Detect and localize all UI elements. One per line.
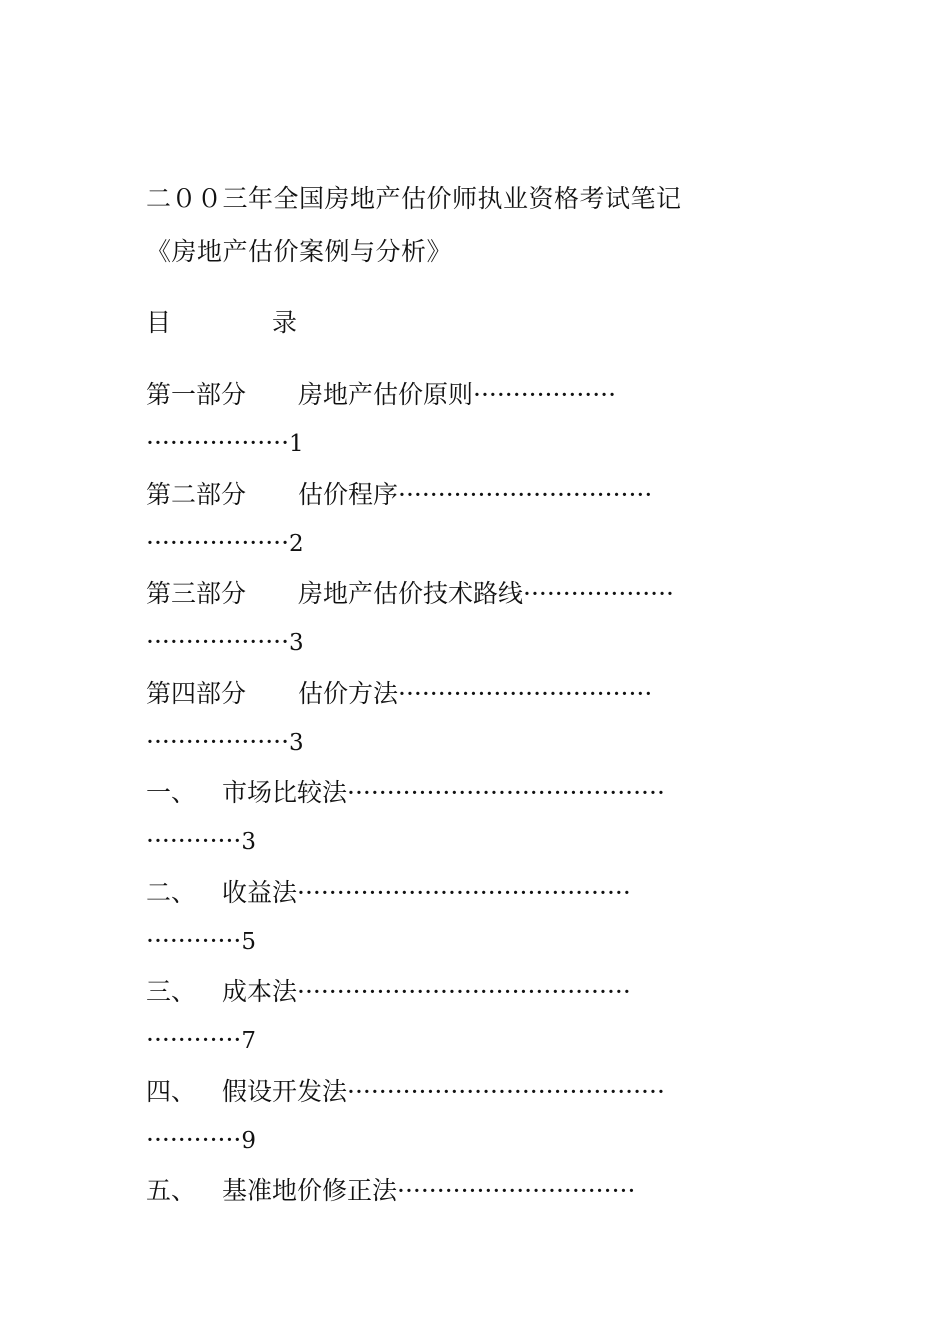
toc-entry-title: 估价程序 [298, 479, 399, 509]
toc-entry-title: 市场比较法 [222, 778, 348, 807]
document-subtitle: 《房地产估价案例与分析》 [146, 237, 453, 266]
toc-entry-leader-continued: ············ [146, 925, 242, 955]
toc-entry-leader-continued: ·················· [146, 428, 290, 457]
toc-entry-leader: ··················· [523, 579, 675, 608]
toc-entry-leader-continued: ············ [146, 1124, 242, 1154]
toc-entry[interactable] [146, 1174, 782, 1274]
toc-entry-page: 3 [241, 829, 257, 855]
toc-entry[interactable] [146, 378, 782, 478]
toc-entry-leader: ································ [398, 479, 653, 509]
toc-entry-page: 3 [289, 630, 304, 656]
toc-entry-leader: ·········································· [297, 977, 631, 1006]
toc-entry-leader-continued: ············ [146, 1025, 242, 1054]
toc-entry-number: 四、 [146, 1076, 197, 1106]
toc-entry-leader: ································ [398, 678, 653, 708]
toc-entry-number: 二、 [146, 877, 197, 907]
toc-entry-leader: ········································ [347, 1076, 665, 1106]
toc-entry-title: 基准地价修正法 [222, 1176, 398, 1205]
toc-entry-page: 2 [289, 530, 304, 557]
toc-entry-title: 房地产估价原则 [298, 380, 474, 409]
toc-entry-leader-continued: ·················· [146, 627, 290, 656]
toc-entry-title: 房地产估价技术路线 [298, 579, 524, 608]
toc-entry[interactable] [146, 975, 782, 1075]
toc-entry[interactable] [146, 776, 782, 876]
toc-entry-number: 第三部分 [146, 579, 247, 608]
toc-entry-number: 五、 [146, 1176, 197, 1205]
toc-entry-title: 假设开发法 [222, 1076, 348, 1106]
toc-entry-number: 第一部分 [146, 380, 247, 409]
toc-entry-leader: ·········································· [297, 877, 631, 907]
toc-entry[interactable] [146, 478, 782, 578]
toc-entry-page: 7 [241, 1028, 257, 1054]
toc-entry-number: 一、 [146, 778, 197, 807]
toc-entry[interactable] [146, 876, 782, 976]
toc-entry-page: 1 [289, 431, 304, 457]
document-title: 二００三年全国房地产估价师执业资格考试笔记 [146, 184, 682, 213]
toc-entry-leader-continued: ·················· [146, 527, 290, 557]
table-of-contents [146, 378, 782, 1274]
toc-entry[interactable] [146, 677, 782, 777]
toc-entry-leader-continued: ············ [146, 826, 242, 855]
toc-heading-right: 录 [272, 308, 298, 337]
toc-entry[interactable] [146, 1075, 782, 1175]
toc-entry-title: 收益法 [222, 877, 298, 907]
toc-entry-number: 第二部分 [146, 479, 247, 509]
toc-entry-number: 第四部分 [146, 678, 247, 708]
toc-entry-page: 9 [241, 1127, 257, 1154]
toc-entry-page: 3 [289, 729, 304, 756]
toc-entry-leader-continued: ·················· [146, 726, 290, 756]
toc-entry-title: 成本法 [222, 977, 298, 1006]
toc-entry-page: 5 [241, 928, 257, 955]
toc-entry-leader: ·················· [473, 380, 617, 409]
toc-entry-leader: ······························ [397, 1176, 636, 1205]
toc-entry-leader: ········································ [347, 778, 665, 807]
toc-entry-number: 三、 [146, 977, 197, 1006]
toc-entry-title: 估价方法 [298, 678, 399, 708]
toc-heading-left: 目 [146, 308, 172, 337]
toc-entry[interactable] [146, 577, 782, 677]
